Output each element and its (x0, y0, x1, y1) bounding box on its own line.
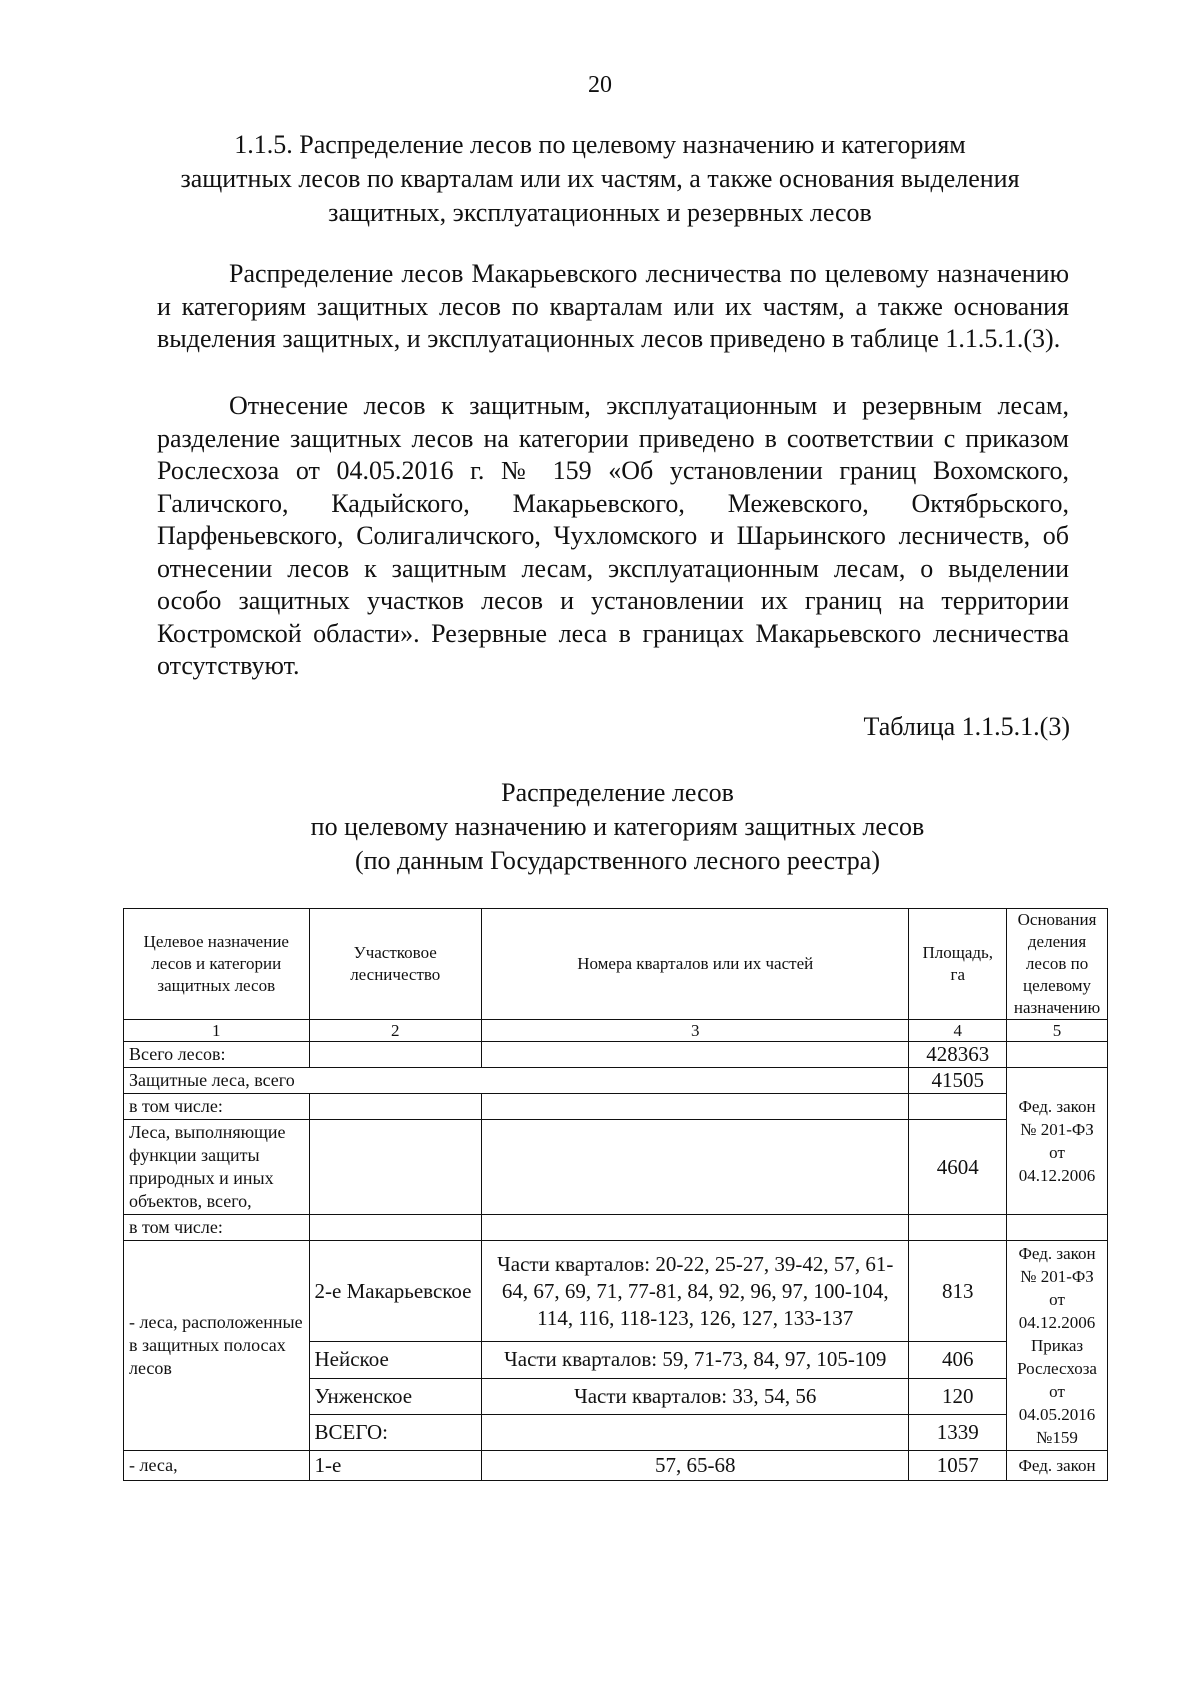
table-title-line: Распределение лесов (501, 778, 734, 807)
table-header-row (124, 909, 1108, 1020)
quarter-numbers: Части кварталов: 59, 71-73, 84, 97, 105-109 (482, 1342, 909, 1378)
area-value: 813 (909, 1241, 1007, 1342)
table-title-line: (по данным Государственного лесного реестра) (354, 846, 880, 875)
area-value: 4604 (909, 1120, 1007, 1215)
page-number: 20 (588, 72, 612, 98)
area-value: 1057 (909, 1451, 1007, 1481)
area-value: 120 (909, 1378, 1007, 1414)
heading-line: защитных, эксплуатационных и резервных лесов (328, 198, 872, 227)
row-label: - леса, расположенные в защитных полосах лесов (124, 1241, 310, 1451)
table-row (124, 1451, 1108, 1481)
row-label: Всего лесов: (124, 1042, 310, 1068)
district-name: Унженское (309, 1378, 481, 1414)
column-number: 2 (309, 1020, 481, 1042)
row-label: Защитные леса, всего (124, 1068, 909, 1094)
intro-paragraph: Распределение лесов Макарьевского лесничества по целевому назначению и категориям защитных лесов по кварталам или их частям, а также основания выделения защитных, и эксплуатационных лесов приведено в таблице 1.1.5.1.(3). (157, 259, 1069, 353)
table-row (124, 1094, 1108, 1120)
area-value: 406 (909, 1342, 1007, 1378)
heading-line: защитных лесов по кварталам или их частям, а также основания выделения (180, 164, 1020, 193)
table-label: Таблица 1.1.5.1.(3) (863, 712, 1070, 741)
quarter-numbers (482, 1414, 909, 1450)
table-title-line: по целевому назначению и категориям защитных лесов (310, 812, 925, 841)
table-row (124, 1215, 1108, 1241)
header-cell: Номера кварталов или их частей (482, 909, 909, 1020)
heading-line: 1.1.5. Распределение лесов по целевому назначению и категориям (234, 130, 966, 159)
basis-cell: Фед. закон № 201-ФЗ от 04.12.2006 (1007, 1068, 1108, 1215)
column-number-row (124, 1020, 1108, 1042)
basis-cell: Фед. закон № 201-ФЗ от 04.12.2006 Приказ Рослесхоза от 04.05.2016 №159 (1007, 1241, 1108, 1451)
table-row (124, 1042, 1108, 1068)
area-value: 1339 (909, 1414, 1007, 1450)
section-heading (150, 128, 1050, 230)
row-label: Леса, выполняющие функции защиты природных и иных объектов, всего, (124, 1120, 310, 1215)
area-value: 428363 (909, 1042, 1007, 1068)
table-row (124, 1241, 1108, 1342)
district-name: Нейское (309, 1342, 481, 1378)
header-cell: Участковое лесничество (309, 909, 481, 1020)
row-label: в том числе: (124, 1215, 310, 1241)
header-cell: Площадь, га (909, 909, 1007, 1020)
header-cell: Целевое назначение лесов и категории защитных лесов (124, 909, 310, 1020)
row-label: - леса, (124, 1451, 310, 1481)
basis-cell: Фед. закон (1007, 1451, 1108, 1481)
forest-distribution-table (123, 908, 1108, 1481)
quarter-numbers: 57, 65-68 (482, 1451, 909, 1481)
row-label: в том числе: (124, 1094, 310, 1120)
quarter-numbers: Части кварталов: 20-22, 25-27, 39-42, 57, 61-64, 67, 69, 71, 77-81, 84, 92, 96, 97, 100-104, 114, 116, 118-123, 126, 127, 133-137 (482, 1241, 909, 1342)
district-name: ВСЕГО: (309, 1414, 481, 1450)
header-cell: Основания деления лесов по целевому назначению (1007, 909, 1108, 1020)
table-title (0, 776, 1200, 878)
table-row (124, 1120, 1108, 1215)
district-name: 2-е Макарьевское (309, 1241, 481, 1342)
quarter-numbers: Части кварталов: 33, 54, 56 (482, 1378, 909, 1414)
column-number: 3 (482, 1020, 909, 1042)
column-number: 1 (124, 1020, 310, 1042)
column-number: 5 (1007, 1020, 1108, 1042)
district-name: 1-е (309, 1451, 481, 1481)
area-value: 41505 (909, 1068, 1007, 1094)
column-number: 4 (909, 1020, 1007, 1042)
basis-paragraph: Отнесение лесов к защитным, эксплуатационным и резервным лесам, разделение защитных лесов на категории приведено в соответствии с приказом Рослесхоза от 04.05.2016 г. № 159 «Об установлении границ Вохомского, Галичского, Кадыйского, Макарьевского, Межевского, Октябрьского, Парфеньевского, Солигаличского, Чухломского и Шарьинского лесничеств, об отнесении лесов к защитным лесам, эксплуатационным лесам, о выделении особо защитных участков лесов и установлении их границ на территории Костромской области». Резервные леса в границах Макарьевского лесничества отсутствуют. (157, 391, 1069, 680)
table-row (124, 1068, 1108, 1094)
